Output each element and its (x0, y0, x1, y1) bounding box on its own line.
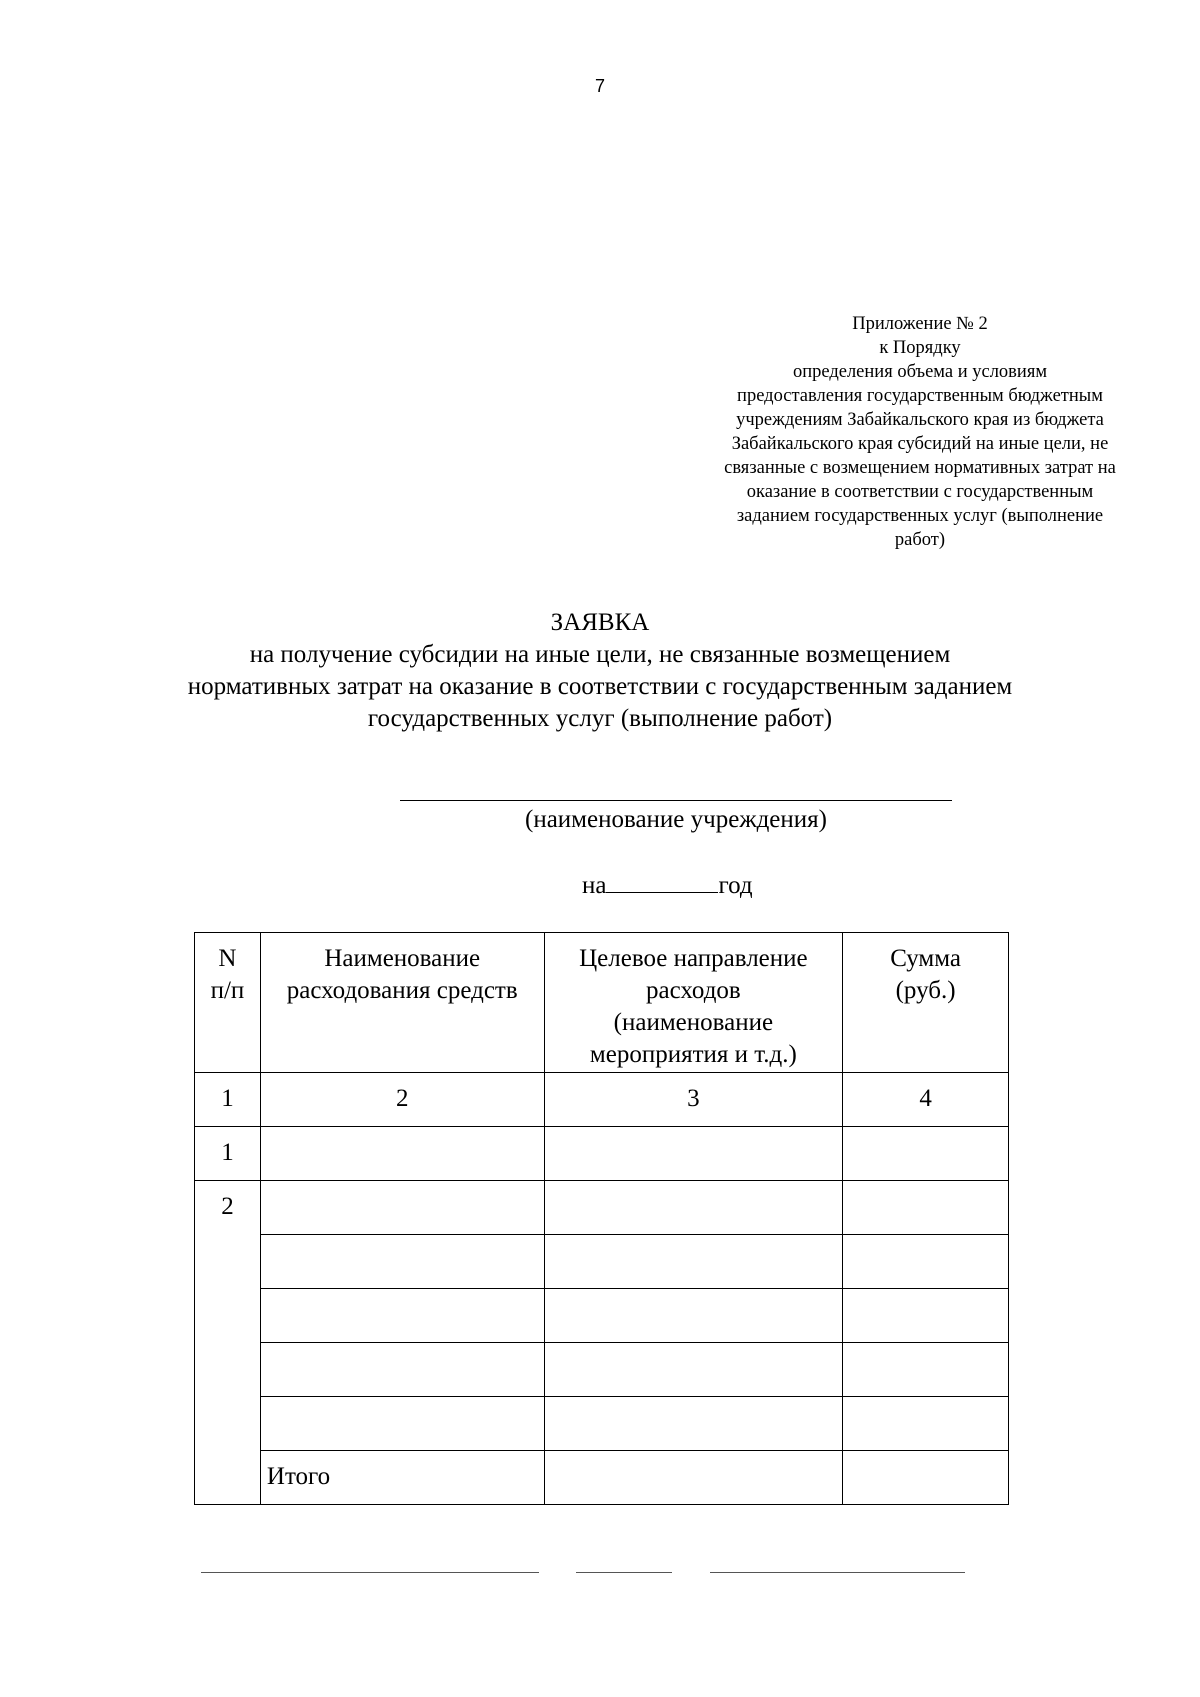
table-cell[interactable] (260, 1127, 544, 1181)
table-cell[interactable] (843, 1235, 1009, 1289)
institution-caption: (наименование учреждения) (525, 806, 827, 833)
table-row (195, 1181, 1009, 1235)
header-purpose (544, 933, 843, 1073)
table-row (195, 1343, 1009, 1397)
expenses-table (194, 932, 1009, 1505)
header-text: расходования средств (286, 977, 518, 1004)
header-text: Целевое направление (579, 945, 808, 972)
appendix-line: оказание в соответствии с государственным (746, 482, 1094, 502)
table-cell[interactable] (843, 1127, 1009, 1181)
table-cell[interactable] (544, 1343, 843, 1397)
header-text: (руб.) (895, 977, 956, 1004)
table-row (195, 1289, 1009, 1343)
table-cell[interactable] (843, 1181, 1009, 1235)
table-row (195, 1235, 1009, 1289)
appendix-line: учреждениям Забайкальского края из бюджета (736, 410, 1104, 430)
table-cell[interactable] (843, 1451, 1009, 1505)
document-title (0, 607, 1200, 735)
signature-field[interactable] (576, 1572, 672, 1573)
row-number: 2 (195, 1181, 261, 1505)
column-number: 2 (260, 1073, 544, 1127)
year-prefix: на (582, 872, 607, 899)
year-field[interactable] (606, 868, 718, 893)
header-number (195, 933, 261, 1073)
table-cell[interactable] (544, 1289, 843, 1343)
table-row (195, 1397, 1009, 1451)
column-number: 1 (195, 1073, 261, 1127)
table-cell[interactable] (544, 1451, 843, 1505)
year-line (582, 868, 753, 902)
table-cell[interactable] (260, 1181, 544, 1235)
table-cell[interactable] (544, 1181, 843, 1235)
header-text: Сумма (890, 945, 961, 972)
header-amount (843, 933, 1009, 1073)
header-text: (наименование (613, 1009, 774, 1036)
year-suffix: год (718, 872, 753, 899)
title-heading: ЗАЯВКА (550, 609, 650, 636)
appendix-line: определения объема и условиям (792, 362, 1048, 382)
header-text: Наименование (324, 945, 481, 972)
table-header-row (195, 933, 1009, 1073)
table-cell[interactable] (544, 1397, 843, 1451)
appendix-reference (690, 312, 1150, 552)
appendix-line: предоставления государственным бюджетным (737, 386, 1103, 406)
table-cell[interactable] (544, 1127, 843, 1181)
appendix-line: Приложение № 2 (852, 314, 988, 334)
appendix-line: Забайкальского края субсидий на иные цели, не (731, 434, 1109, 454)
table-cell[interactable] (843, 1343, 1009, 1397)
header-expense-name (260, 933, 544, 1073)
appendix-line: заданием государственных услуг (выполнение (736, 506, 1104, 526)
title-line: на получение субсидии на иные цели, не связанные возмещением (249, 641, 951, 668)
header-text: п/п (210, 977, 245, 1004)
header-text: мероприятия и т.д.) (589, 1041, 797, 1068)
column-number: 4 (843, 1073, 1009, 1127)
table-cell[interactable] (843, 1397, 1009, 1451)
total-row (195, 1451, 1009, 1505)
header-text: расходов (646, 977, 741, 1004)
institution-name-field[interactable] (400, 800, 952, 801)
table-cell[interactable] (544, 1235, 843, 1289)
table-cell[interactable] (260, 1343, 544, 1397)
signature-lines (0, 1572, 1200, 1574)
signature-name-field[interactable] (710, 1572, 965, 1573)
signature-position-field[interactable] (201, 1572, 539, 1573)
column-number: 3 (544, 1073, 843, 1127)
table-cell[interactable] (260, 1235, 544, 1289)
table-row (195, 1127, 1009, 1181)
table-cell[interactable] (260, 1397, 544, 1451)
column-number-row (195, 1073, 1009, 1127)
header-text: N (218, 945, 237, 972)
title-line: государственных услуг (выполнение работ) (367, 705, 833, 732)
row-number: 1 (195, 1127, 261, 1181)
total-label: Итого (260, 1451, 544, 1505)
table-cell[interactable] (843, 1289, 1009, 1343)
table-cell[interactable] (260, 1289, 544, 1343)
title-line: нормативных затрат на оказание в соответствии с государственным заданием (187, 673, 1013, 700)
appendix-line: связанные с возмещением нормативных затрат на (724, 458, 1116, 478)
page-number: 7 (594, 76, 605, 96)
appendix-line: к Порядку (879, 338, 961, 358)
appendix-line: работ) (894, 530, 946, 550)
